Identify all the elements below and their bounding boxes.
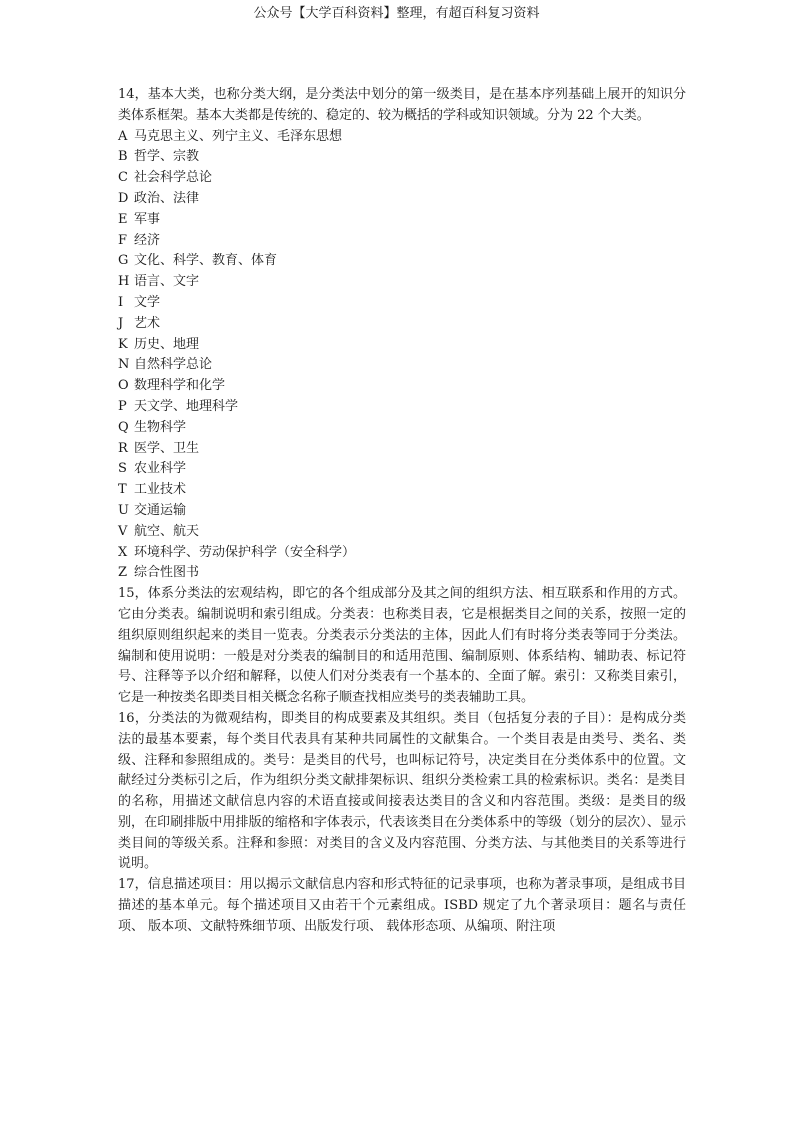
list-item [118,501,686,522]
list-item [118,127,686,148]
category-name: 语言、文字 [134,274,200,290]
category-name: 医学、卫生 [134,440,200,456]
category-code: E [118,211,128,227]
category-name: 天文学、地理科学 [134,398,239,414]
category-code: G [118,253,129,269]
category-code: F [118,232,128,248]
category-name: 政治、法律 [134,190,200,206]
category-code: S [118,461,127,477]
list-item [118,293,686,314]
list-item [118,168,686,189]
category-code: U [118,502,129,518]
category-code: V [118,523,128,539]
category-name: 生物科学 [134,419,187,435]
list-item [118,335,686,356]
category-name: 军事 [134,211,161,227]
category-code: Q [118,419,129,435]
list-item [118,459,686,480]
list-item [118,210,686,231]
list-item [118,480,686,501]
category-name: 文化、科学、教育、体育 [134,253,278,269]
category-code: O [118,378,129,394]
list-item [118,418,686,439]
list-item [118,439,686,460]
list-item [118,376,686,397]
list-item [118,543,686,564]
paragraph-15: 15，体系分类法的宏观结构，即它的各个组成部分及其之间的组织方法、相互联系和作用的方式。它由分类表。编制说明和索引组成。分类表：也称类目表，它是根据类目之间的关系，按照一定的组织原则组织起来的类目一览表。分类表示分类法的主体，因此人们有时将分类表等同于分类法。编制和使用说明：一般是对分类表的编制目的和适用范围、编制原则、体系结构、辅助表、标记符号、注释等予以介绍和解释，以使人们对分类表有一个基本的、全面了解。索引：又称类目索引，它是一种按类名即类目相关概念名称子顺查找相应类号的类表辅助工具。 [118,586,686,706]
category-name: 综合性图书 [134,565,200,581]
list-item [118,189,686,210]
category-code: K [118,336,128,352]
category-code: H [118,274,130,290]
category-code: C [118,170,128,186]
category-name: 交通运输 [134,502,187,518]
paragraph-14-intro: 14，基本大类，也称分类大纲，是分类法中划分的第一级类目，是在基本序列基础上展开的知识分类体系框架。基本大类都是传统的、稳定的、较为概括的学科或知识领域。分为 22 个大类。 [118,87,686,123]
category-code: J [118,315,124,331]
category-name: 社会科学总论 [134,170,213,186]
category-name: 自然科学总论 [134,357,213,373]
list-item [118,563,686,584]
category-name: 文学 [134,294,161,310]
document-body [118,85,686,938]
paragraph-17: 17，信息描述项目：用以揭示文献信息内容和形式特征的记录事项，也称为著录事项，是组成书目描述的基本单元。每个描述项目又由若干个元素组成。ISBD 规定了九个著录项目：题名与责任项、 版本项、文献特殊细节项、出版发行项、 载体形态项、从编项、附注项 [118,877,686,934]
category-code: X [118,544,128,560]
paragraph-16: 16，分类法的为微观结构，即类目的构成要素及其组织。类目（包括复分表的子目）：是构成分类法的最基本要素，每个类目代表具有某种共同属性的文献集合。一个类目表是由类号、类名、类级、注释和参照组成的。类号：是类目的代号，也叫标记符号，决定类目在分类体系中的位置。文献经过分类标引之后，作为组织分类文献排架标识、组织分类检索工具的检索标识。类名：是类目的名称，用描述文献信息内容的术语直接或间接表达类目的含义和内容范围。类级：是类目的级别，在印刷排版中用排版的缩格和字体表示，代表该类目在分类体系中的等级（划分的层次）、显示类目间的等级关系。注释和参照：对类目的含义及内容范围、分类方法、与其他类目的关系等进行说明。 [118,710,686,872]
category-name: 马克思主义、列宁主义、毛泽东思想 [134,128,343,144]
category-code: Z [118,565,128,581]
list-item [118,272,686,293]
list-item [118,147,686,168]
category-name: 航空、航天 [134,523,200,539]
category-name: 艺术 [134,315,161,331]
category-code: A [118,128,128,144]
category-code: I [118,294,124,310]
category-name: 环境科学、劳动保护科学（安全科学） [134,544,356,560]
category-code: T [118,482,127,498]
category-code: P [118,398,127,414]
page-header: 公众号【大学百科资料】整理，有超百科复习资料 [253,6,540,21]
list-item [118,231,686,252]
category-list [118,127,686,585]
category-code: D [118,190,129,206]
list-item [118,522,686,543]
category-name: 数理科学和化学 [134,378,226,394]
list-item [118,397,686,418]
category-name: 历史、地理 [134,336,200,352]
category-code: B [118,149,128,165]
list-item [118,355,686,376]
category-name: 工业技术 [134,482,187,498]
category-name: 农业科学 [134,461,187,477]
category-code: N [118,357,130,373]
category-code: R [118,440,128,456]
category-name: 经济 [134,232,161,248]
list-item [118,251,686,272]
list-item [118,314,686,335]
category-name: 哲学、宗教 [134,149,200,165]
